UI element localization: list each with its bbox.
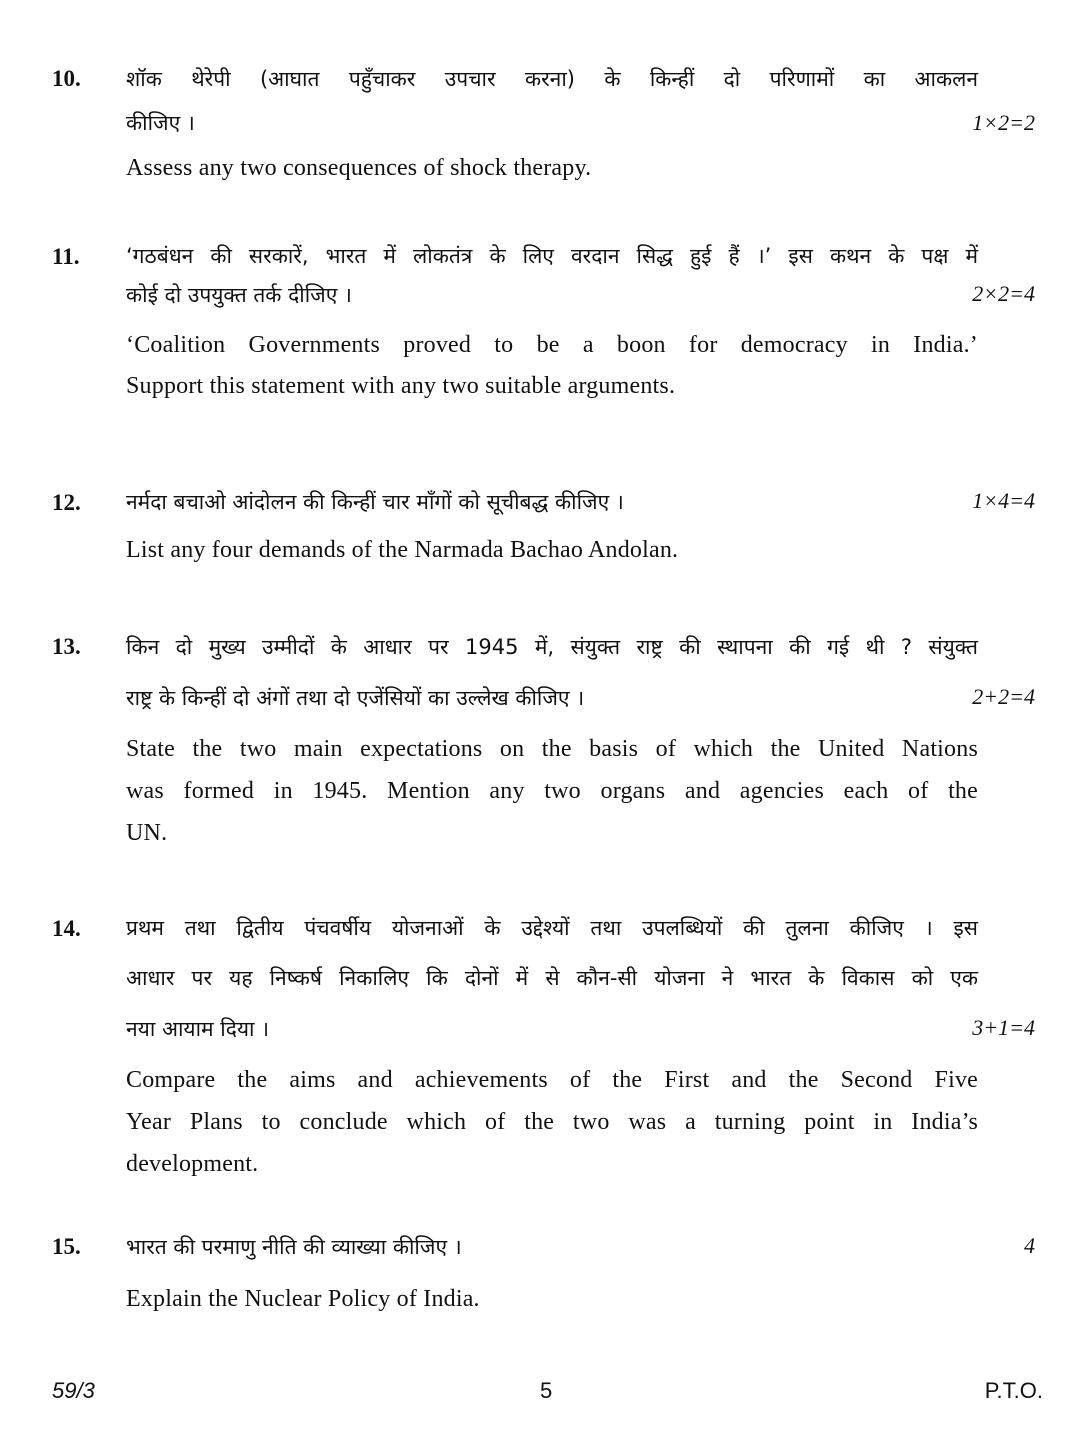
question-number: 10.	[52, 66, 81, 91]
question-number: 15.	[52, 1234, 81, 1259]
english-text-line: Support this statement with any two suitable arguments.	[126, 373, 676, 399]
page-number: 5	[540, 1378, 553, 1403]
question-number: 11.	[52, 244, 80, 269]
english-text-line: Assess any two consequences of shock therapy.	[126, 155, 592, 181]
hindi-text-line: शॉक थेरेपी (आघात पहुँचाकर उपचार करना) के किन्हीं दो परिणामों का आकलन	[126, 67, 978, 91]
hindi-text-line: आधार पर यह निष्कर्ष निकालिए कि दोनों में से कौन-सी योजना ने भारत के विकास को एक	[126, 966, 978, 990]
hindi-text-line: कीजिए ।	[126, 111, 195, 135]
question-number: 12.	[52, 490, 81, 515]
hindi-text-line: नर्मदा बचाओ आंदोलन की किन्हीं चार माँगों को सूचीबद्ध कीजिए ।	[126, 490, 624, 514]
english-text-line: was formed in 1945. Mention any two organs and agencies each of the	[126, 778, 978, 804]
hindi-text-line: नया आयाम दिया ।	[126, 1017, 270, 1041]
hindi-text-line: भारत की परमाणु नीति की व्याख्या कीजिए ।	[126, 1235, 462, 1259]
marks-label: 3+1=4	[972, 1015, 1035, 1040]
hindi-text-line: राष्ट्र के किन्हीं दो अंगों तथा दो एजेंसियों का उल्लेख कीजिए ।	[126, 686, 585, 710]
english-text-line: ‘Coalition Governments proved to be a boon for democracy in India.’	[126, 332, 978, 358]
question-number: 14.	[52, 916, 81, 941]
marks-label: 4	[1024, 1233, 1035, 1258]
english-text-line: List any four demands of the Narmada Bachao Andolan.	[126, 537, 679, 563]
paper-code: 59/3	[52, 1378, 95, 1403]
marks-label: 2+2=4	[972, 684, 1035, 709]
english-text-line: UN.	[126, 820, 168, 846]
english-text-line: Compare the aims and achievements of the First and the Second Five	[126, 1067, 978, 1093]
question-number: 13.	[52, 634, 81, 659]
english-text-line: Explain the Nuclear Policy of India.	[126, 1286, 480, 1312]
marks-label: 1×2=2	[972, 110, 1035, 135]
hindi-text-line: ‘गठबंधन की सरकारें, भारत में लोकतंत्र के लिए वरदान सिद्ध हुई हैं ।’ इस कथन के पक्ष में	[126, 244, 978, 268]
hindi-text-line: प्रथम तथा द्वितीय पंचवर्षीय योजनाओं के उद्देश्यों तथा उपलब्धियों की तुलना कीजिए । इस	[126, 916, 978, 940]
marks-label: 1×4=4	[972, 488, 1035, 513]
english-text-line: development.	[126, 1151, 259, 1177]
hindi-text-line: कोई दो उपयुक्त तर्क दीजिए ।	[126, 283, 352, 307]
pto-label: P.T.O.	[984, 1378, 1043, 1403]
english-text-line: Year Plans to conclude which of the two was a turning point in India’s	[126, 1109, 978, 1135]
marks-label: 2×2=4	[972, 281, 1035, 306]
english-text-line: State the two main expectations on the basis of which the United Nations	[126, 736, 978, 762]
hindi-text-line: किन दो मुख्य उम्मीदों के आधार पर 1945 में, संयुक्त राष्ट्र की स्थापना की गई थी ? संयुक्त	[126, 635, 978, 659]
